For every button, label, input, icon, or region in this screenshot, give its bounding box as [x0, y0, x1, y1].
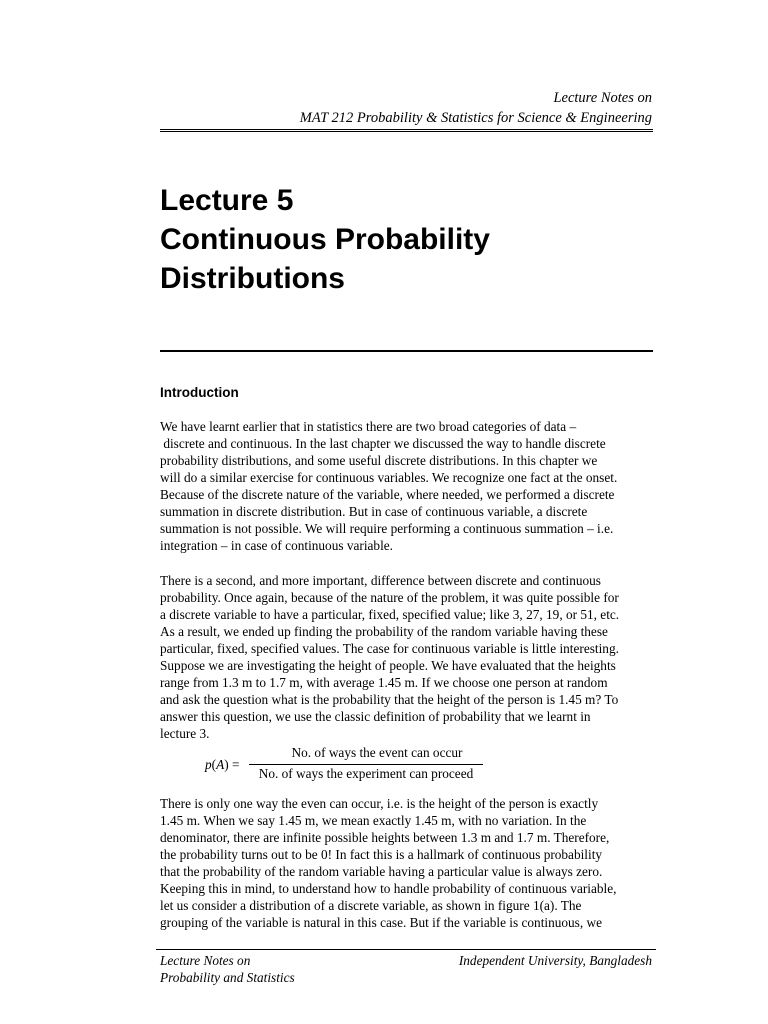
- paragraph-line: that the probability of the random variable having a particular value is always zero.: [160, 864, 603, 879]
- section-heading: Introduction: [160, 385, 239, 400]
- paragraph-line: denominator, there are infinite possible heights between 1.3 m and 1.7 m. Therefore,: [160, 830, 610, 845]
- paragraph-line: As a result, we ended up finding the probability of the random variable having these: [160, 624, 608, 639]
- paragraph-line: lecture 3.: [160, 726, 210, 741]
- footer-left: [160, 952, 295, 986]
- paragraph-line: There is only one way the even can occur, i.e. is the height of the person is exactly: [160, 796, 599, 811]
- paragraph-line: 1.45 m. When we say 1.45 m, we mean exactly 1.45 m, with no variation. In the: [160, 813, 587, 828]
- running-header: [160, 88, 652, 128]
- paragraph-line: grouping of the variable is natural in this case. But if the variable is continuous, we: [160, 915, 603, 930]
- title-line-2: Continuous Probability: [160, 223, 490, 256]
- paragraph-line: answer this question, we use the classic definition of probability that we learnt in: [160, 709, 591, 724]
- paragraph-1: [160, 418, 660, 554]
- paragraph-line: Suppose we are investigating the height of people. We have evaluated that the heights: [160, 658, 616, 673]
- paragraph-line: There is a second, and more important, difference between discrete and continuous: [160, 573, 601, 588]
- paragraph-line: will do a similar exercise for continuous variables. We recognize one fact at the onset.: [160, 470, 618, 485]
- paragraph-line: summation in discrete distribution. But in case of continuous variable, a discrete: [160, 504, 588, 519]
- formula-p: p: [205, 757, 212, 772]
- formula-open: (: [211, 757, 217, 772]
- fraction-bar: [249, 764, 483, 765]
- paragraph-line: discrete and continuous. In the last chapter we discussed the way to handle discrete: [160, 436, 606, 451]
- title-line-3: Distributions: [160, 262, 345, 295]
- paragraph-line: particular, fixed, specified values. The case for continuous variable is little interesting.: [160, 641, 619, 656]
- formula-a: A: [216, 757, 225, 772]
- paragraph-line: probability. Once again, because of the nature of the problem, it was quite possible for: [160, 590, 619, 605]
- paragraph-line: range from 1.3 m to 1.7 m, with average 1.45 m. If we choose one person at random: [160, 675, 608, 690]
- footer-left-line-2: Probability and Statistics: [160, 970, 295, 985]
- header-rule: [160, 129, 653, 130]
- paragraph-line: let us consider a distribution of a discrete variable, as shown in figure 1(a). The: [160, 898, 582, 913]
- lecture-title: [160, 181, 660, 298]
- formula-close: ) =: [224, 757, 240, 772]
- paragraph-line: and ask the question what is the probability that the height of the person is 1.45 m? To: [160, 692, 619, 707]
- title-rule: [160, 350, 653, 352]
- paragraph-line: integration – in case of continuous variable.: [160, 538, 393, 553]
- footer-right: Independent University, Bangladesh: [458, 953, 652, 968]
- formula-numerator: No. of ways the event can occur: [291, 745, 463, 760]
- paragraph-line: Because of the discrete nature of the variable, where needed, we performed a discrete: [160, 487, 615, 502]
- formula-denominator: No. of ways the experiment can proceed: [258, 766, 474, 781]
- paragraph-line: a discrete variable to have a particular, fixed, specified value; like 3, 27, 19, or 51, etc.: [160, 607, 620, 622]
- paragraph-2: [160, 572, 660, 742]
- paragraph-line: We have learnt earlier that in statistics there are two broad categories of data –: [160, 419, 577, 434]
- footer-left-line-1: Lecture Notes on: [160, 953, 251, 968]
- title-line-1: Lecture 5: [160, 184, 294, 217]
- paragraph-3: [160, 795, 660, 931]
- paragraph-line: probability distributions, and some useful discrete distributions. In this chapter we: [160, 453, 598, 468]
- header-rule-double: [160, 131, 653, 132]
- paragraph-line: Keeping this in mind, to understand how to handle probability of continuous variable,: [160, 881, 617, 896]
- paragraph-line: summation is not possible. We will require performing a continuous summation – i.e.: [160, 521, 614, 536]
- formula-lhs: [205, 757, 239, 773]
- footer-rule: [156, 949, 656, 950]
- paragraph-line: the probability turns out to be 0! In fact this is a hallmark of continuous probability: [160, 847, 603, 862]
- header-line-1: Lecture Notes on: [553, 90, 652, 106]
- header-line-2: MAT 212 Probability & Statistics for Science & Engineering: [299, 110, 652, 126]
